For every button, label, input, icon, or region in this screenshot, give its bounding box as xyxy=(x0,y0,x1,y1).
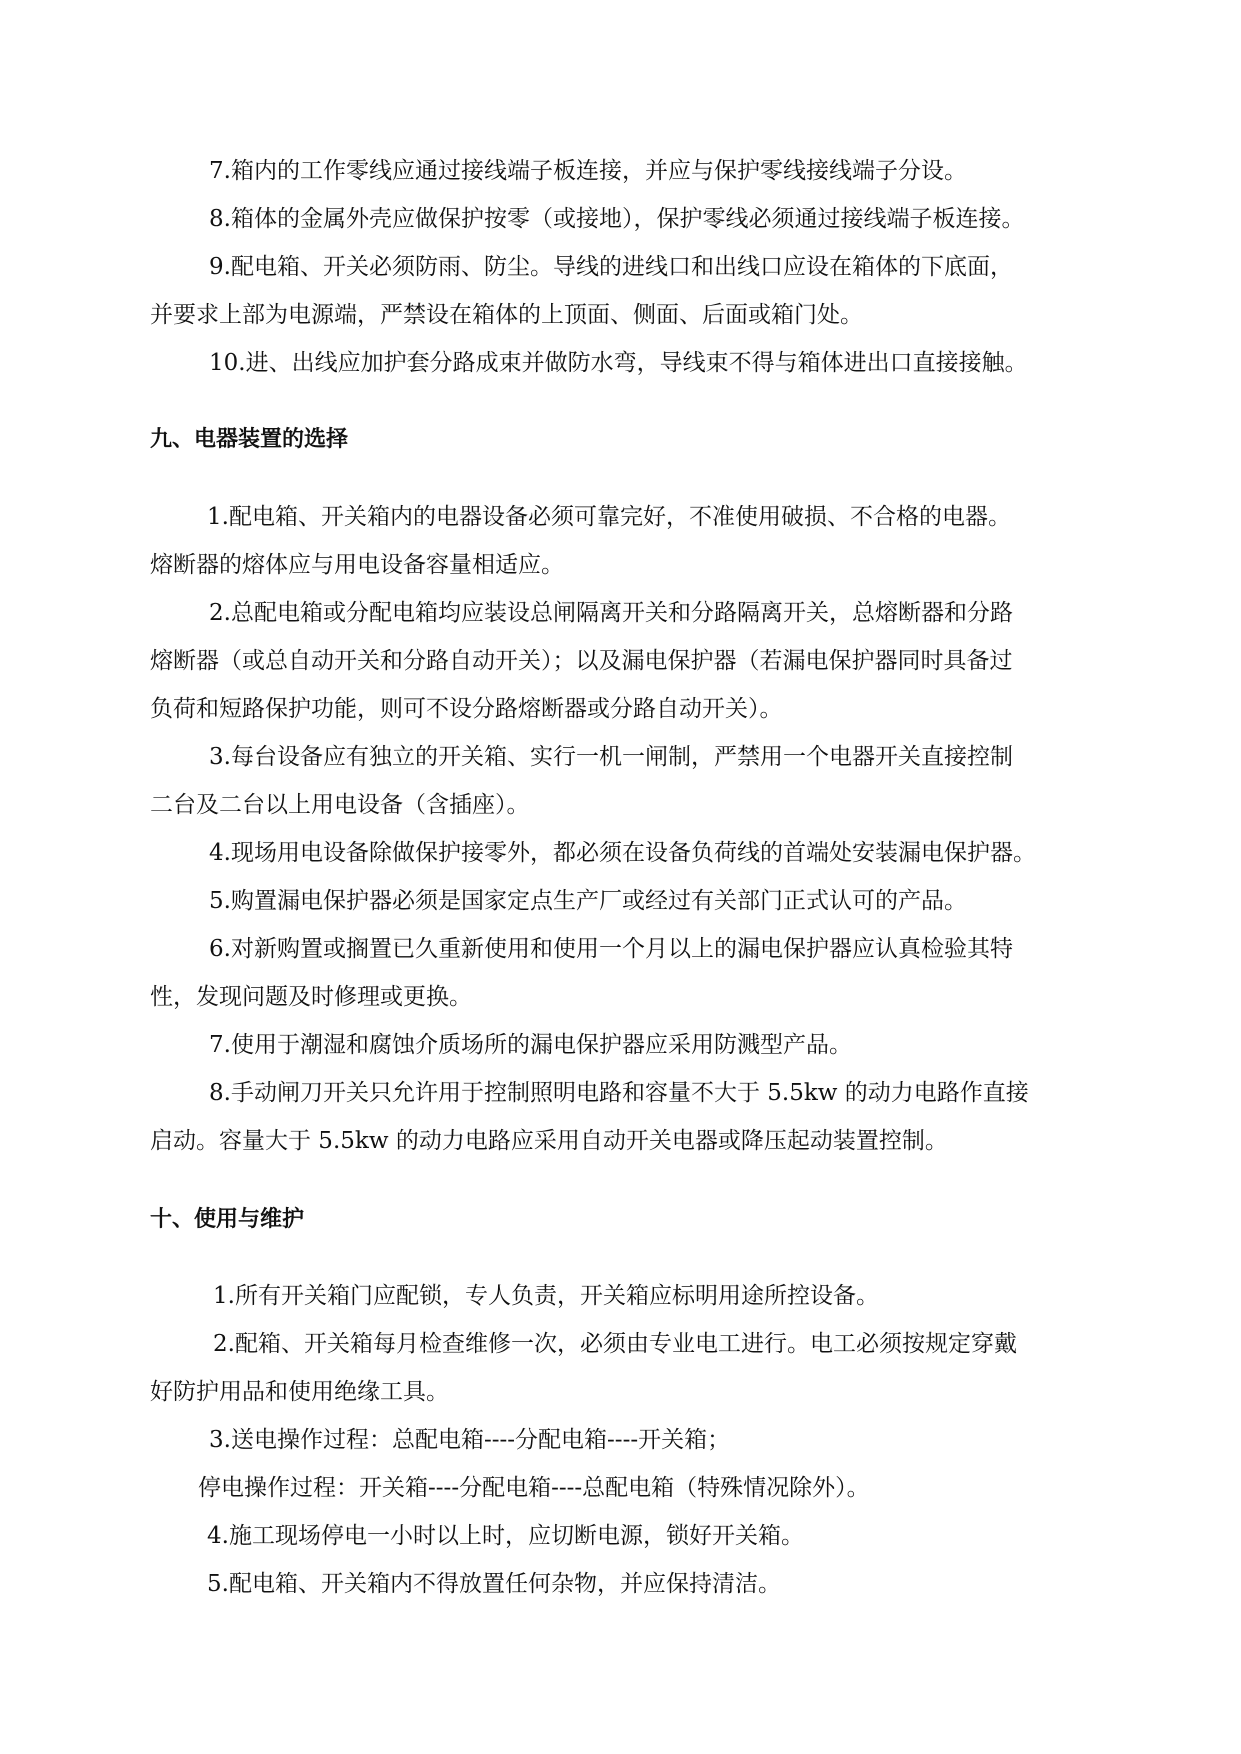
paragraph-line: 9.配电箱、开关必须防雨、防尘。导线的进线口和出线口应设在箱体的下底面， xyxy=(209,254,1013,280)
paragraph-line: 启动。容量大于 5.5kw 的动力电路应采用自动开关电器或降压起动装置控制。 xyxy=(150,1128,948,1154)
paragraph-line: 二台及二台以上用电设备（含插座）。 xyxy=(150,792,530,818)
paragraph-line: 8.箱体的金属外壳应做保护按零（或接地），保护零线必须通过接线端子板连接。 xyxy=(209,206,1025,232)
paragraph-line: 7.箱内的工作零线应通过接线端子板连接，并应与保护零线接线端子分设。 xyxy=(209,158,967,184)
paragraph-line: 停电操作过程：开关箱----分配电箱----总配电箱（特殊情况除外）。 xyxy=(198,1475,870,1501)
paragraph-line: 性，发现问题及时修理或更换。 xyxy=(150,984,472,1010)
paragraph-line: 5.购置漏电保护器必须是国家定点生产厂或经过有关部门正式认可的产品。 xyxy=(209,888,967,914)
paragraph-line: 5.配电箱、开关箱内不得放置任何杂物，并应保持清洁。 xyxy=(207,1571,781,1597)
paragraph-line: 6.对新购置或搁置已久重新使用和使用一个月以上的漏电保护器应认真检验其特 xyxy=(209,936,1013,962)
paragraph-line: 2.配箱、开关箱每月检查维修一次，必须由专业电工进行。电工必须按规定穿戴 xyxy=(213,1331,1017,1357)
paragraph-line: 10.进、出线应加护套分路成束并做防水弯，导线束不得与箱体进出口直接接触。 xyxy=(209,350,1028,376)
paragraph-line: 1.配电箱、开关箱内的电器设备必须可靠完好，不准使用破损、不合格的电器。 xyxy=(207,504,1011,530)
paragraph-line: 好防护用品和使用绝缘工具。 xyxy=(150,1379,449,1405)
paragraph-line: 2.总配电箱或分配电箱均应装设总闸隔离开关和分路隔离开关，总熔断器和分路 xyxy=(209,600,1013,626)
section-heading: 九、电器装置的选择 xyxy=(150,427,349,452)
paragraph-line: 4.施工现场停电一小时以上时，应切断电源，锁好开关箱。 xyxy=(207,1523,804,1549)
paragraph-line: 3.送电操作过程：总配电箱----分配电箱----开关箱； xyxy=(209,1427,731,1453)
paragraph-line: 1.所有开关箱门应配锁，专人负责，开关箱应标明用途所控设备。 xyxy=(213,1283,879,1309)
paragraph-line: 负荷和短路保护功能，则可不设分路熔断器或分路自动开关）。 xyxy=(150,696,783,722)
paragraph-line: 8.手动闸刀开关只允许用于控制照明电路和容量不大于 5.5kw 的动力电路作直接 xyxy=(209,1080,1029,1106)
paragraph-line: 熔断器（或总自动开关和分路自动开关）；以及漏电保护器（若漏电保护器同时具备过 xyxy=(150,648,1013,674)
section-heading: 十、使用与维护 xyxy=(150,1207,305,1232)
paragraph-line: 7.使用于潮湿和腐蚀介质场所的漏电保护器应采用防溅型产品。 xyxy=(209,1032,852,1058)
paragraph-line: 并要求上部为电源端，严禁设在箱体的上顶面、侧面、后面或箱门处。 xyxy=(150,302,863,328)
paragraph-line: 熔断器的熔体应与用电设备容量相适应。 xyxy=(150,552,564,578)
paragraph-line: 3.每台设备应有独立的开关箱、实行一机一闸制，严禁用一个电器开关直接控制 xyxy=(209,744,1013,770)
paragraph-line: 4.现场用电设备除做保护接零外，都必须在设备负荷线的首端处安装漏电保护器。 xyxy=(209,840,1036,866)
